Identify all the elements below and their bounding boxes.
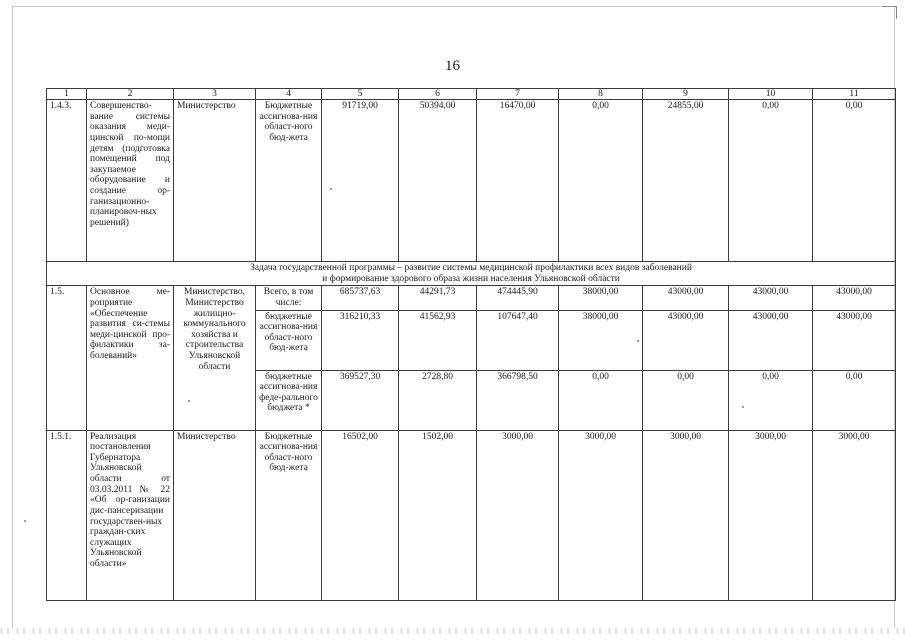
task-line-2: и формирование здорового образа жизни населения Ульяновской области bbox=[322, 273, 620, 284]
value-cell: 43000,00 bbox=[813, 310, 896, 370]
col-number: 6 bbox=[399, 89, 477, 100]
task-heading bbox=[47, 262, 896, 286]
value-cell: 2728,80 bbox=[399, 370, 477, 430]
executor: Министерство bbox=[174, 100, 256, 262]
col-number: 1 bbox=[47, 89, 87, 100]
funding-source: бюджетные ассигнова-ния феде-рального бюджета * bbox=[256, 370, 322, 430]
scan-speck bbox=[188, 400, 190, 402]
value-cell: 3000,00 bbox=[729, 430, 813, 600]
table-row bbox=[47, 286, 896, 310]
col-number: 3 bbox=[174, 89, 256, 100]
value-cell: 474445,90 bbox=[477, 286, 559, 310]
row-code: 1.5.1. bbox=[47, 430, 87, 600]
value-cell: 316210,33 bbox=[322, 310, 399, 370]
value-cell: 369527,30 bbox=[322, 370, 399, 430]
scan-speck bbox=[742, 406, 744, 408]
value-cell: 3000,00 bbox=[643, 430, 729, 600]
value-cell: 43000,00 bbox=[643, 310, 729, 370]
value-cell: 0,00 bbox=[729, 370, 813, 430]
value-cell: 366798,50 bbox=[477, 370, 559, 430]
value-cell: 3000,00 bbox=[813, 430, 896, 600]
value-cell: 3000,00 bbox=[477, 430, 559, 600]
funding-source: Бюджетные ассигнова-ния област-ного бюд-жета bbox=[256, 100, 322, 262]
row-code: 1.5. bbox=[47, 286, 87, 430]
scan-edge-noise bbox=[0, 628, 905, 634]
executor: Министерство bbox=[174, 430, 256, 600]
scan-speck bbox=[637, 340, 639, 342]
value-cell: 41562,93 bbox=[399, 310, 477, 370]
col-number: 7 bbox=[477, 89, 559, 100]
value-cell: 0,00 bbox=[559, 100, 643, 262]
value-cell: 38000,00 bbox=[559, 310, 643, 370]
col-number: 2 bbox=[87, 89, 174, 100]
value-cell: 43000,00 bbox=[729, 310, 813, 370]
value-cell: 43000,00 bbox=[729, 286, 813, 310]
activity-name: Основное ме-роприятие «Обеспечение развития си-стемы меди-цинской про-филактики за-болеваний» bbox=[87, 286, 174, 430]
value-cell: 0,00 bbox=[559, 370, 643, 430]
col-number: 4 bbox=[256, 89, 322, 100]
row-code: 1.4.3. bbox=[47, 100, 87, 262]
scan-speck bbox=[24, 520, 26, 522]
value-cell: 16470,00 bbox=[477, 100, 559, 262]
value-cell: 38000,00 bbox=[559, 286, 643, 310]
col-number: 5 bbox=[322, 89, 399, 100]
table-row bbox=[47, 100, 896, 262]
col-number: 9 bbox=[643, 89, 729, 100]
value-cell: 0,00 bbox=[813, 100, 896, 262]
column-number-row bbox=[47, 89, 896, 100]
value-cell: 107647,40 bbox=[477, 310, 559, 370]
page-number: 16 bbox=[445, 58, 460, 74]
value-cell: 24855,00 bbox=[643, 100, 729, 262]
value-cell: 43000,00 bbox=[643, 286, 729, 310]
value-cell: 91719,00 bbox=[322, 100, 399, 262]
value-cell: 0,00 bbox=[643, 370, 729, 430]
value-cell: 685737,63 bbox=[322, 286, 399, 310]
col-number: 8 bbox=[559, 89, 643, 100]
executor: Министерство, Министерство жилищно-коммунального хозяйства и строительства Ульяновской области bbox=[174, 286, 256, 430]
funding-source: бюджетные ассигнова-ния област-ного бюд-жета bbox=[256, 310, 322, 370]
table-row bbox=[47, 430, 896, 600]
program-table bbox=[46, 88, 896, 601]
scan-corner-mark bbox=[882, 6, 897, 19]
funding-source: Всего, в том числе: bbox=[256, 286, 322, 310]
value-cell: 0,00 bbox=[729, 100, 813, 262]
value-cell: 50394,00 bbox=[399, 100, 477, 262]
task-line-1: Задача государственной программы – развитие системы медицинской профилактики всех видов заболеваний bbox=[250, 263, 692, 273]
task-row bbox=[47, 262, 896, 286]
value-cell: 0,00 bbox=[813, 370, 896, 430]
activity-name: Совершенство-вание системы оказания меди-цинской по-мощи детям (подготовка помещений под закупаемое оборудование и создание ор-ганизационно-планировоч-ных решений) bbox=[87, 100, 174, 262]
col-number: 11 bbox=[813, 89, 896, 100]
funding-source: Бюджетные ассигнова-ния област-ного бюд-жета bbox=[256, 430, 322, 600]
activity-name: Реализация постановления Губернатора Ульяновской области от 03.03.2011 № 22 «Об ор-ганизации дис-пансеризации государствен-ных граждан-ских служащих Ульяновской области» bbox=[87, 430, 174, 600]
col-number: 10 bbox=[729, 89, 813, 100]
value-cell: 43000,00 bbox=[813, 286, 896, 310]
value-cell: 44291,73 bbox=[399, 286, 477, 310]
value-cell: 16502,00 bbox=[322, 430, 399, 600]
scan-speck bbox=[330, 188, 332, 190]
value-cell: 3000,00 bbox=[559, 430, 643, 600]
value-cell: 1502,00 bbox=[399, 430, 477, 600]
